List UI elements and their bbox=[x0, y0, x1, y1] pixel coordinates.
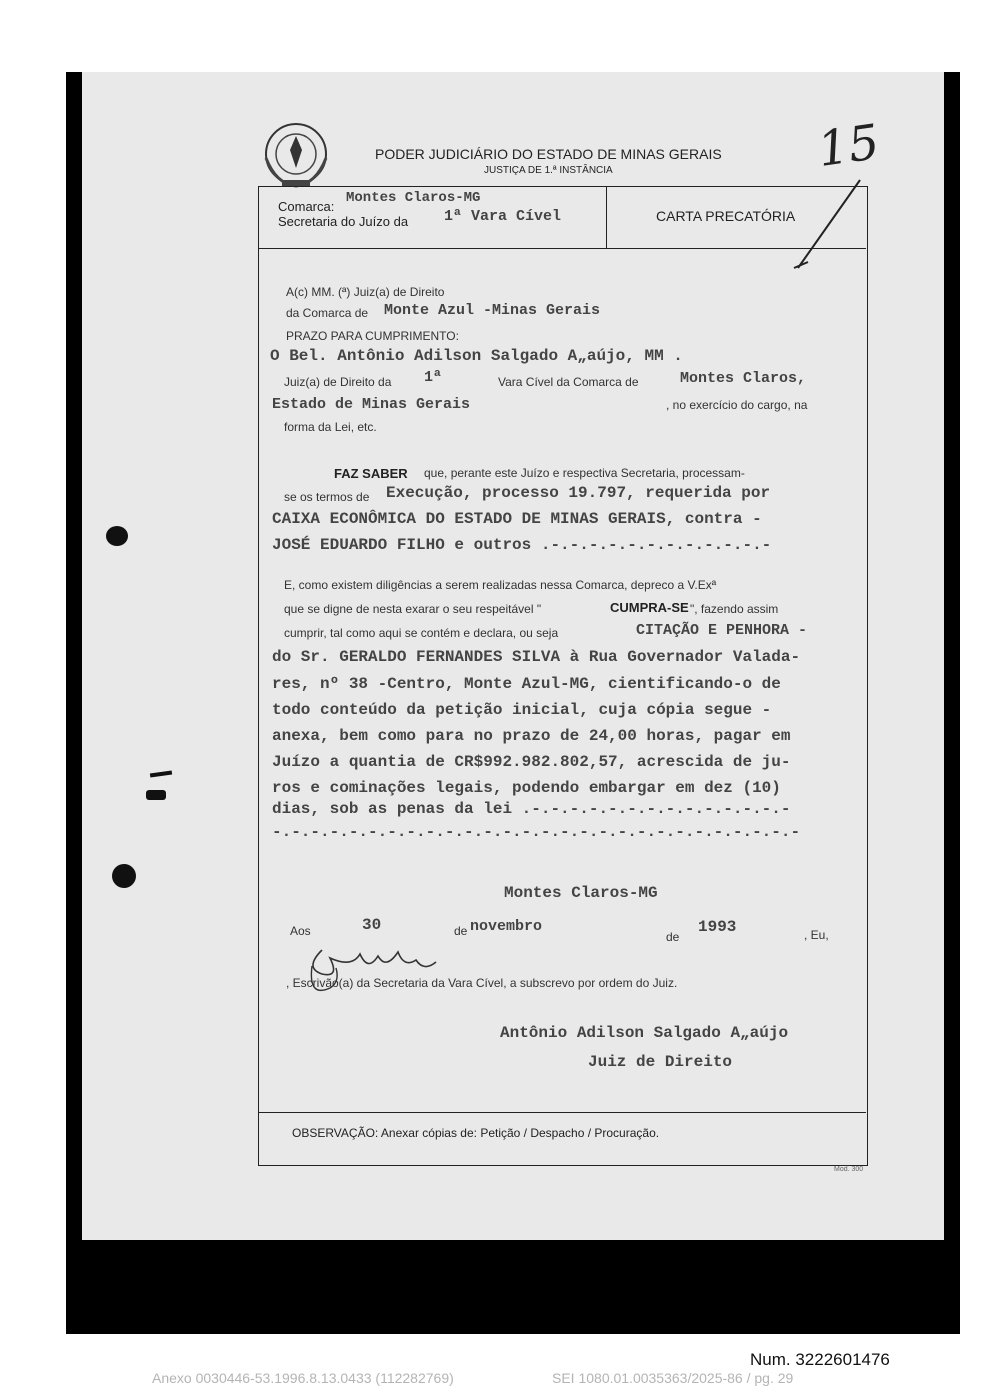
termos-prefix: se os termos de bbox=[284, 490, 370, 504]
vara-comarca: Montes Claros, bbox=[680, 370, 807, 387]
typed-line-1: do Sr. GERALDO FERNANDES SILVA à Rua Governador Valada- bbox=[272, 648, 801, 666]
addressee-line: A(c) MM. (ª) Juiz(a) de Direito bbox=[286, 285, 445, 299]
punch-hole-top bbox=[106, 526, 128, 546]
comarca-label: Comarca: bbox=[278, 199, 335, 214]
judge-name: Antônio Adilson Salgado A„aújo bbox=[500, 1024, 789, 1042]
faz-saber-text: que, perante este Juízo e respectiva Secretaria, processam- bbox=[424, 466, 745, 480]
observation-text: OBSERVAÇÃO: Anexar cópias de: Petição / Despacho / Procuração. bbox=[292, 1126, 660, 1140]
ink-mark bbox=[146, 790, 166, 800]
punch-hole-bottom bbox=[112, 864, 136, 888]
typed-line-6: ros e cominações legais, podendo embargar em dez (10) bbox=[272, 779, 781, 797]
vara-label: Vara Cível da Comarca de bbox=[498, 375, 639, 389]
comarca-value: Montes Claros-MG bbox=[346, 190, 481, 206]
cumpra-se: CUMPRA-SE bbox=[610, 600, 689, 615]
coat-of-arms-logo bbox=[256, 118, 340, 192]
como-line-3: cumprir, tal como aqui se contém e declara, ou seja bbox=[284, 626, 559, 640]
doc-type: CARTA PRECATÓRIA bbox=[656, 208, 796, 224]
de-label-1: de bbox=[454, 924, 468, 938]
exercicio-label: , no exercício do cargo, na bbox=[666, 398, 808, 412]
prazo-label: PRAZO PARA CUMPRIMENTO: bbox=[286, 329, 459, 343]
observation-divider bbox=[258, 1112, 866, 1113]
closing-city: Montes Claros-MG bbox=[504, 884, 658, 902]
typed-line-5: Juízo a quantia de CR$992.982.802,57, acrescida de ju- bbox=[272, 753, 791, 771]
termos-typed: Execução, processo 19.797, requerida por bbox=[386, 484, 771, 502]
document-number: Num. 3222601476 bbox=[750, 1350, 890, 1369]
handwritten-signature bbox=[300, 938, 450, 1008]
forma-label: forma da Lei, etc. bbox=[284, 420, 377, 434]
typed-line-jose: JOSÉ EDUARDO FILHO e outros .-.-.-.-.-.-.-.-.-.-.-.- bbox=[272, 536, 772, 554]
year-value: 1993 bbox=[698, 918, 737, 936]
de-label-2: de bbox=[666, 930, 680, 944]
judge-line: O Bel. Antônio Adilson Salgado A„aújo, MM . bbox=[270, 347, 683, 365]
typed-line-7: dias, sob as penas da lei .-.-.-.-.-.-.-.-.-.-.-.-.-.- bbox=[272, 800, 791, 818]
como-line-2a: que se digne de nesta exarar o seu respeitável " bbox=[284, 602, 542, 616]
aos-label: Aos bbox=[290, 924, 311, 938]
page-number-handwritten: 15 bbox=[814, 114, 883, 178]
day-value: 30 bbox=[362, 916, 382, 934]
eu-label: , Eu, bbox=[804, 928, 829, 942]
typed-line-3: todo conteúdo da petição inicial, cuja cópia segue - bbox=[272, 701, 772, 719]
vara-number: 1ª bbox=[424, 369, 443, 386]
typed-line-2: res, nº 38 -Centro, Monte Azul-MG, cientificando-o de bbox=[272, 675, 781, 693]
juiz-label: Juiz(a) de Direito da bbox=[284, 375, 392, 389]
comarca-destination: Monte Azul -Minas Gerais bbox=[384, 302, 601, 319]
typed-citacao: CITAÇÃO E PENHORA - bbox=[636, 622, 808, 639]
mod-number: Mod. 300 bbox=[834, 1166, 864, 1173]
sei-reference: SEI 1080.01.0035363/2025-86 / pg. 29 bbox=[552, 1370, 794, 1386]
court-subtitle: JUSTIÇA DE 1.ª INSTÂNCIA bbox=[484, 165, 613, 176]
typed-line-caixa: CAIXA ECONÔMICA DO ESTADO DE MINAS GERAIS, contra - bbox=[272, 510, 762, 528]
secretaria-value: 1ª Vara Cível bbox=[444, 208, 562, 225]
typed-line-8: -.-.-.-.-.-.-.-.-.-.-.-.-.-.-.-.-.-.-.-.-.-.-.-.-.-.-.- bbox=[272, 823, 801, 841]
faz-saber-bold: FAZ SABER bbox=[334, 466, 408, 481]
secretaria-label: Secretaria do Juízo da bbox=[278, 214, 409, 229]
month-value: novembro bbox=[470, 918, 543, 935]
comarca-prefix: da Comarca de bbox=[286, 306, 369, 320]
estado-line: Estado de Minas Gerais bbox=[272, 396, 471, 413]
como-line-1: E, como existem diligências a serem realizadas nessa Comarca, depreco a V.Exª bbox=[284, 578, 717, 592]
form-header-divider bbox=[606, 186, 607, 248]
court-title: PODER JUDICIÁRIO DO ESTADO DE MINAS GERAIS bbox=[375, 146, 722, 162]
typed-line-4: anexa, bem como para no prazo de 24,00 horas, pagar em bbox=[272, 727, 791, 745]
escrivao-line: , Escrivão(a) da Secretaria da Vara Cível, a subscrevo por ordem do Juiz. bbox=[286, 976, 678, 990]
judge-title: Juiz de Direito bbox=[588, 1053, 733, 1071]
annex-reference: Anexo 0030446-53.1996.8.13.0433 (112282769) bbox=[152, 1370, 454, 1386]
como-line-2b: ", fazendo assim bbox=[690, 602, 779, 616]
